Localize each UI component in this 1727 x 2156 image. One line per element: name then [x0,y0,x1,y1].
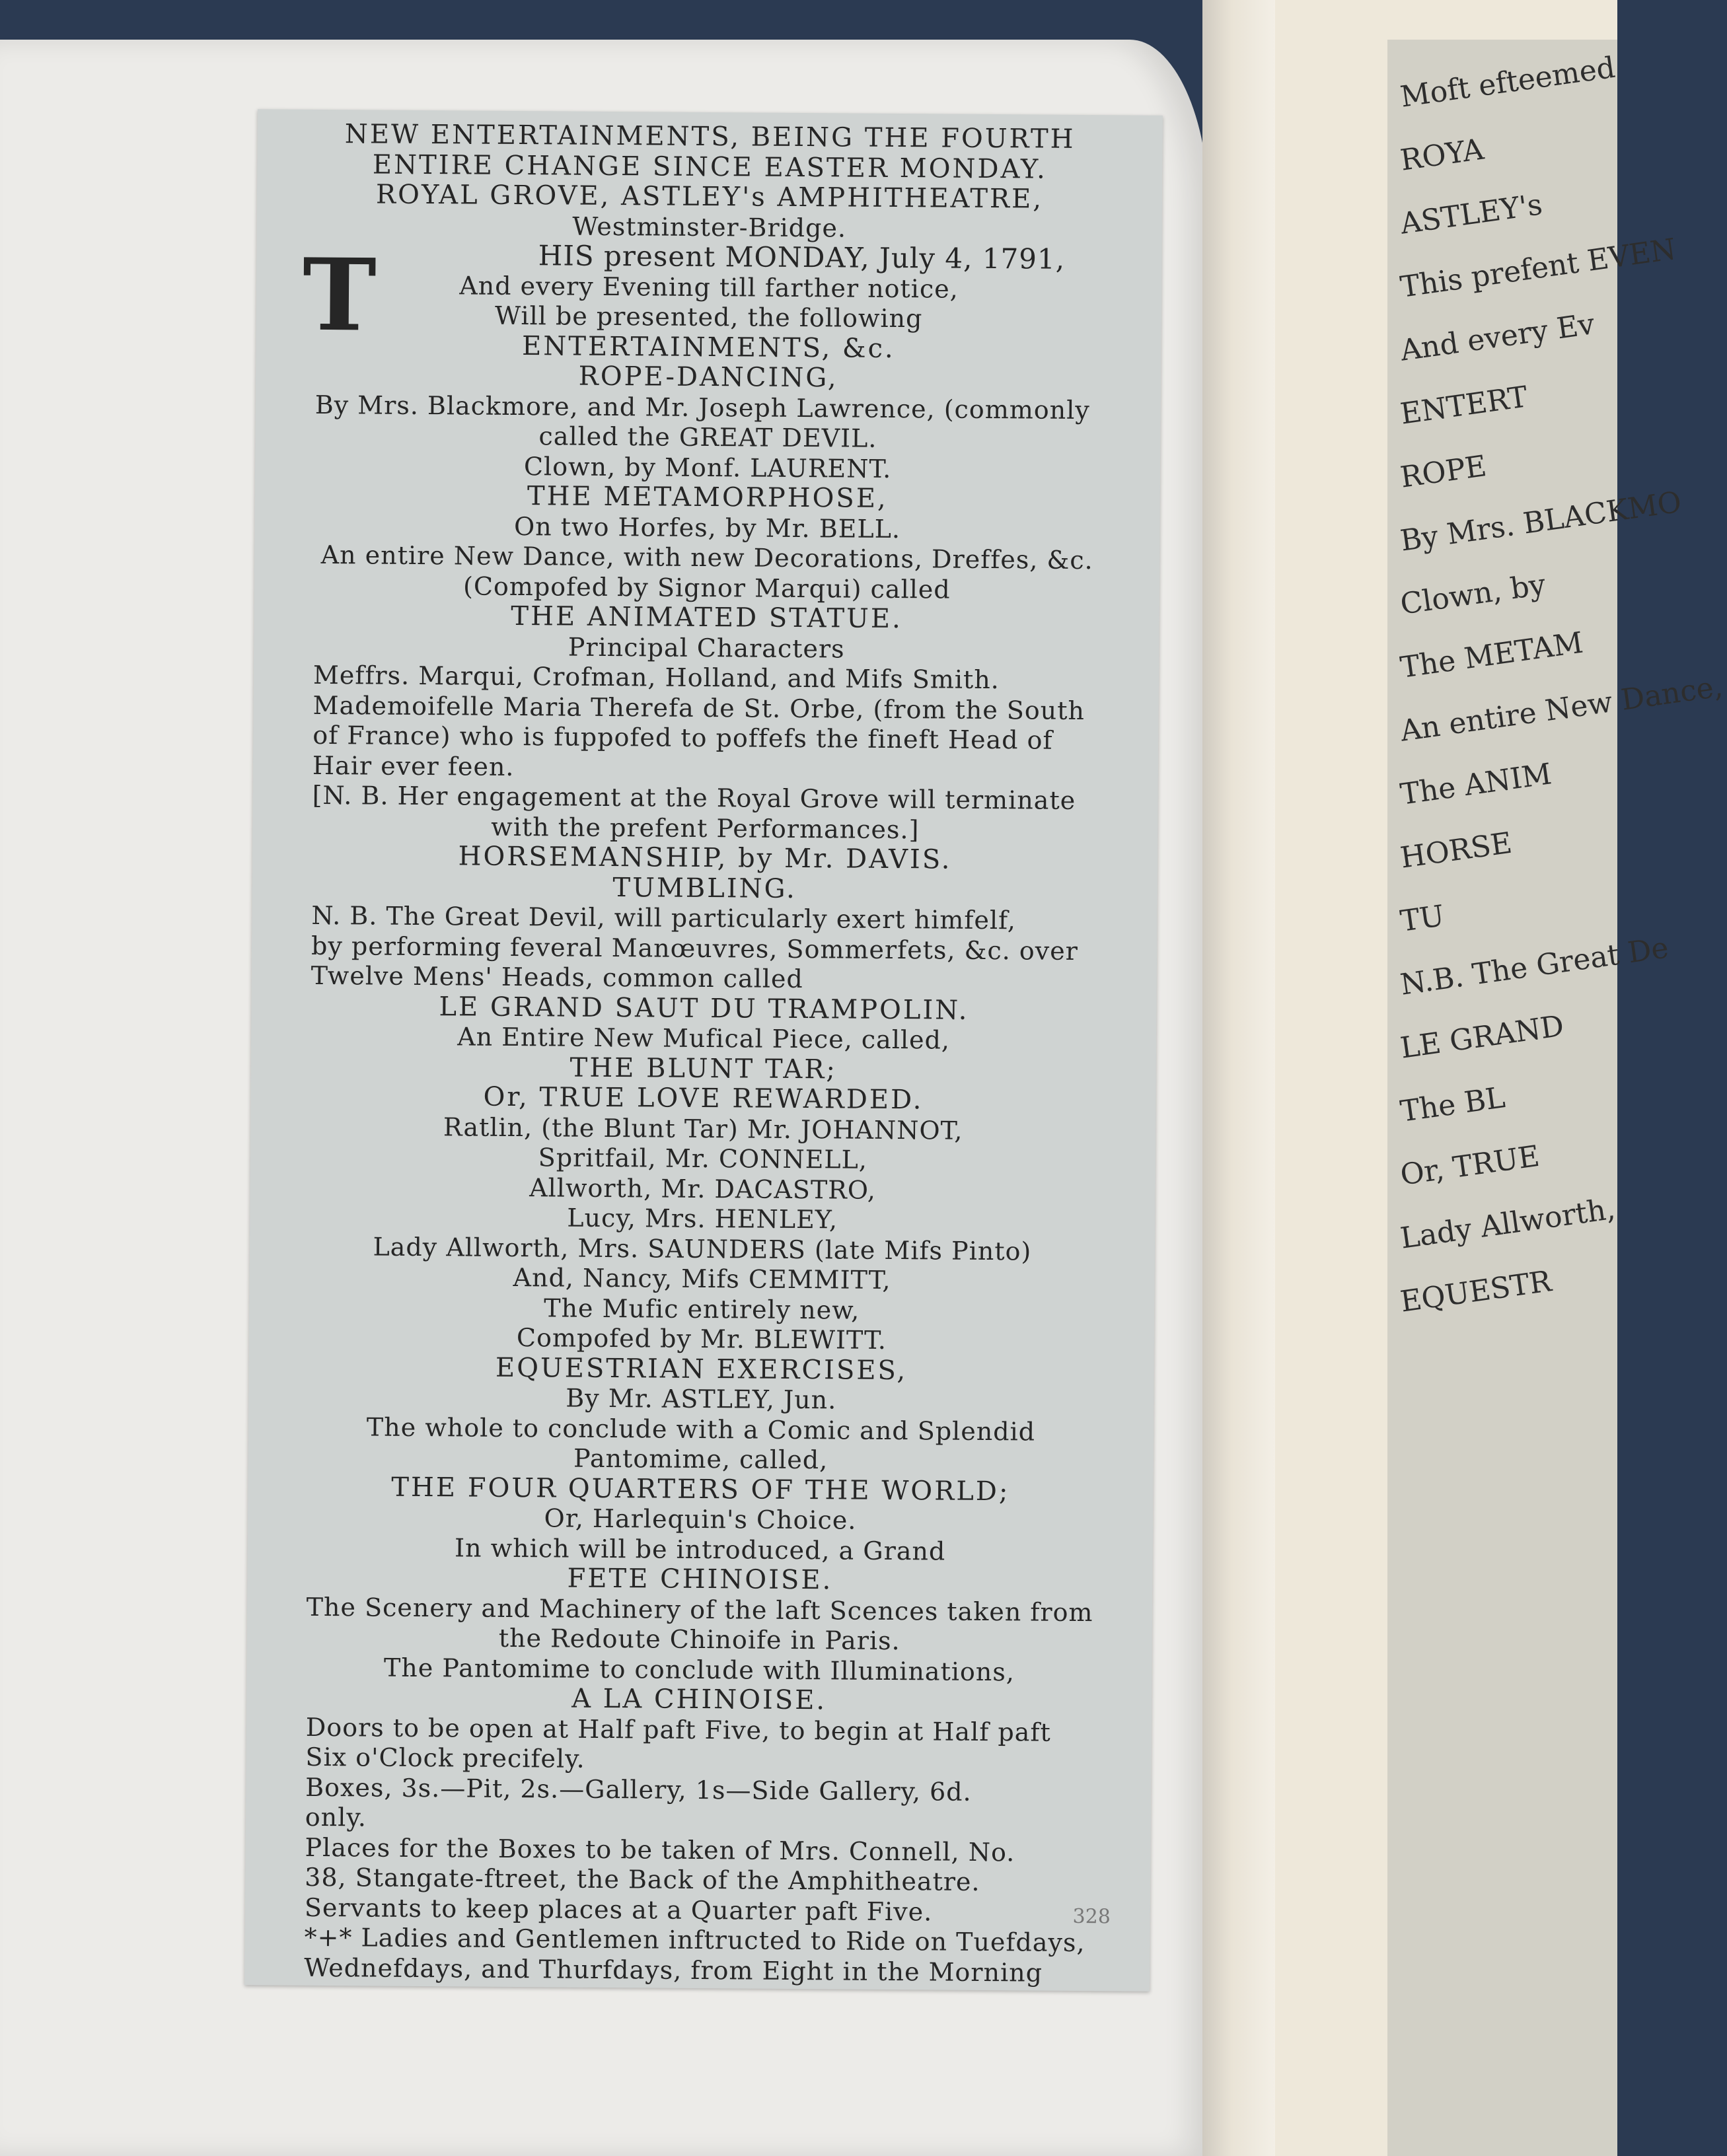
clipping-line: And every Evening till farther notice, [459,270,959,304]
right-page-line: Or, TRUE [1398,1139,1542,1192]
clipping-line: 38, Stangate-ftreet, the Back of the Amphitheatre. [305,1862,980,1896]
clipping-line: Mademoifelle Maria Therefa de St. Orbe, (from the South [312,690,1085,725]
clipping-line: Will be presented, the following [494,301,923,334]
clipping-line: Clown, by Monf. LAURENT. [523,451,892,484]
right-page-line: This prefent EVEN [1398,232,1678,305]
clipping-line: Or, TRUE LOVE REWARDED. [483,1081,924,1116]
right-page-line: ROYA [1398,132,1486,178]
clipping-line: On two Horfes, by Mr. BELL. [513,511,901,544]
newspaper-clipping [244,109,1163,1991]
page-number: 328 [1072,1904,1111,1929]
clipping-line: TUMBLING. [612,872,797,904]
clipping-line: THE FOUR QUARTERS OF THE WORLD; [391,1472,1010,1507]
clipping-line: Meffrs. Marqui, Crofman, Holland, and Mifs Smith. [312,660,1000,695]
clipping-line: by performing feveral Manœuvres, Sommerfets, &c. over [311,931,1079,966]
clipping-line: the Redoute Chinoife in Paris. [498,1623,900,1656]
right-page-line: LE GRAND [1398,1009,1566,1065]
right-page-line: And every Ev [1398,307,1597,368]
clipping-line: The Mufic entirely new, [544,1293,860,1325]
clipping-line: Hair ever feen. [312,750,515,781]
right-page-line: Moft efteemed [1398,50,1617,114]
clipping-line: ROPE-DANCING, [578,361,838,394]
clipping-line: An entire New Dance, with new Decorations, Dreffes, &c. [320,540,1093,575]
clipping-line: EQUESTRIAN EXERCISES, [495,1352,908,1386]
clipping-line: N. B. The Great Devil, will particularly exert himfelf, [311,900,1017,935]
clipping-line: Wednefdays, and Thurfdays, from Eight in the Morning [304,1953,1043,1988]
clipping-line: FETE CHINOISE. [567,1563,833,1596]
clipping-line: A LA CHINOISE. [571,1683,827,1716]
right-page-line: Clown, by [1398,567,1548,622]
clipping-line: (Compofed by Signor Marqui) called [462,571,951,604]
clipping-line: And, Nancy, Mifs CEMMITT, [513,1262,891,1295]
right-page-text [1398,50,1725,1334]
clipping-line: By Mrs. Blackmore, and Mr. Joseph Lawrence, (commonly [314,390,1090,425]
clipping-line: An Entire New Mufical Piece, called, [457,1022,951,1055]
clipping-line: The Pantomime to conclude with Illuminations, [383,1653,1015,1686]
clipping-line: NEW ENTERTAINMENTS, BEING THE FOURTH [344,119,1076,155]
clipping-line: Or, Harlequin's Choice. [544,1503,857,1535]
clipping-line: LE GRAND SAUT DU TRAMPOLIN. [439,991,969,1026]
clipping-line: THE METAMORPHOSE, [527,481,888,514]
right-page-line: An entire New Dance, [1398,669,1725,748]
clipping-line: HORSEMANSHIP, by Mr. DAVIS. [458,841,952,875]
clipping-line: Ratlin, (the Blunt Tar) Mr. JOHANNOT, [443,1112,963,1145]
clipping-line: called the GREAT DEVIL. [538,421,877,453]
right-page-line: Lady Allworth, [1398,1192,1617,1256]
clipping-line: The whole to conclude with a Comic and Splendid [366,1412,1036,1447]
right-page-line: EQUESTR [1398,1264,1554,1319]
clipping-line: HIS present MONDAY, July 4, 1791, [538,239,1066,275]
right-page-line: ENTERT [1398,380,1530,431]
clipping-line: only. [305,1802,367,1832]
right-page-line: By Mrs. BLACKMO [1398,485,1684,558]
clipping-line: ENTERTAINMENTS, &c. [521,330,895,364]
clipping-line: Principal Characters [568,632,845,663]
clipping-line: Lucy, Mrs. HENLEY, [567,1203,838,1235]
right-page-line: ROPE [1398,449,1489,495]
clipping-line: [N. B. Her engagement at the Royal Grove will terminate [312,780,1076,815]
clipping-line: Doors to be open at Half paft Five, to begin at Half paft [305,1712,1051,1747]
book-gutter [1202,0,1275,2156]
right-page-line: N.B. The Great De [1398,931,1671,1002]
clipping-line: ENTIRE CHANGE SINCE EASTER MONDAY. [372,149,1047,185]
clipping-line: Places for the Boxes to be taken of Mrs. Connell, No. [305,1832,1015,1867]
clipping-line: The Scenery and Machinery of the laft Scences taken from [306,1592,1093,1627]
clipping-line: Westminster-Bridge. [572,211,847,242]
right-page-line: The METAM [1398,626,1586,685]
right-page-line: The ANIM [1398,757,1554,812]
right-page-line: The BL [1398,1081,1508,1129]
drop-cap: T [302,236,377,354]
clipping-line: THE BLUNT TAR; [570,1052,838,1085]
right-page-line: HORSE [1398,826,1514,875]
clipping-line: of France) who is fuppofed to poffefs the fineft Head of [312,720,1053,755]
clipping-line: Pantomime, called, [573,1443,828,1475]
clipping-line: Spritfail, Mr. CONNELL, [538,1143,868,1174]
clipping-line: In which will be introduced, a Grand [454,1532,946,1566]
clipping-line: Boxes, 3s.—Pit, 2s.—Gallery, 1s—Side Gallery, 6d. [305,1772,972,1807]
clipping-line: *+* Ladies and Gentlemen inftructed to Ride on Tuefdays, [304,1922,1085,1958]
clipping-line: Six o'Clock precifely. [305,1742,585,1774]
clipping-line: Servants to keep places at a Quarter paft Five. [304,1892,933,1926]
clipping-line: Lady Allworth, Mrs. SAUNDERS (late Mifs Pinto) [373,1232,1032,1266]
clipping-line: with the prefent Performances.] [491,812,920,844]
right-page-line: ASTLEY's [1398,188,1545,241]
right-page-line: TU [1398,899,1447,939]
right-page-print [1387,40,1725,2156]
clipping-line: Twelve Mens' Heads, common called [311,960,803,994]
clipping-line: ROYAL GROVE, ASTLEY's AMPHITHEATRE, [375,179,1044,215]
clipping-line: By Mr. ASTLEY, Jun. [566,1383,837,1415]
clipping-line: Compofed by Mr. BLEWITT. [516,1323,887,1355]
clipping-line: THE ANIMATED STATUE. [511,600,902,635]
clipping-line: Allworth, Mr. DACASTRO, [529,1172,877,1205]
